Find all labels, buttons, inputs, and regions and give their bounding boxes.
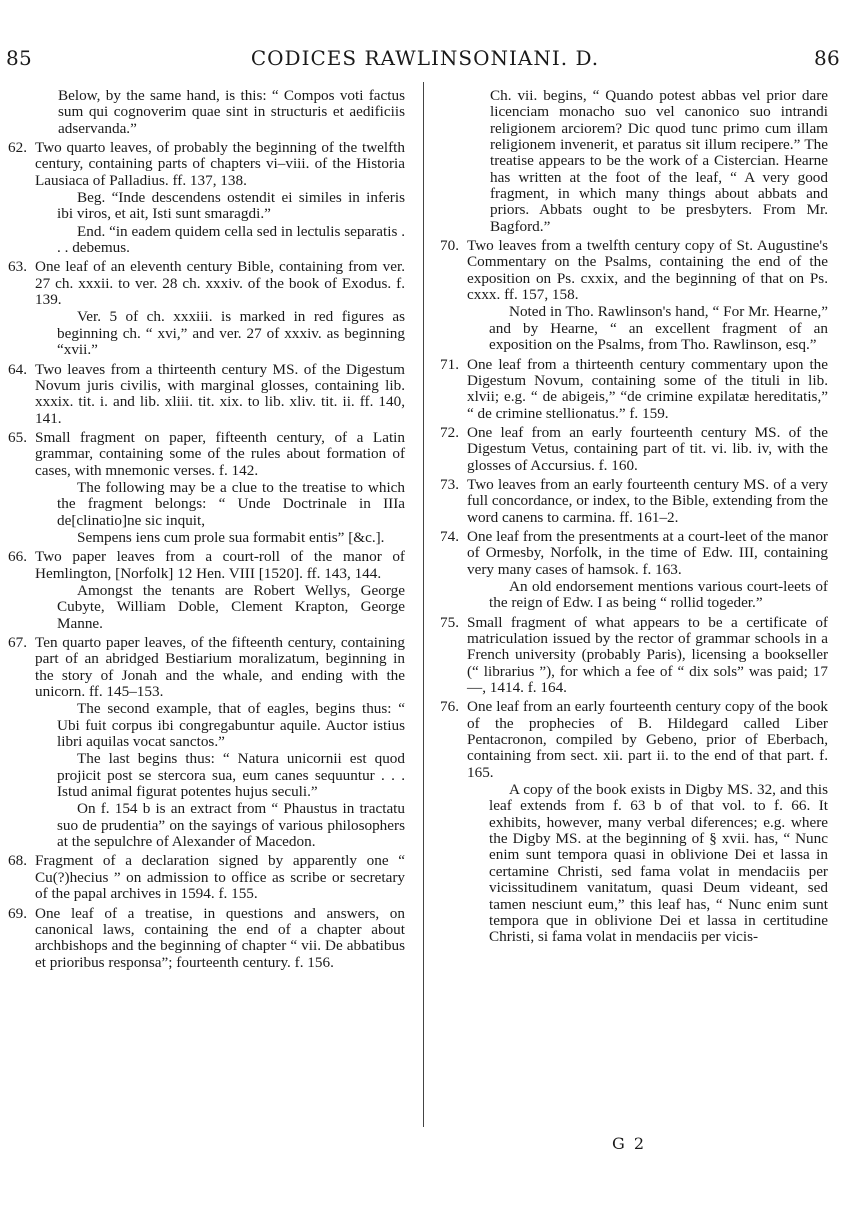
entry-number: 63. (8, 258, 27, 276)
catalogue-entry (440, 477, 828, 526)
entry-number: 76. (440, 698, 459, 716)
entry-description: One leaf from a thirteenth century commentary upon the Digestum Novum, containing some of the tituli in lib. xlvii; e.g. “ de abigeis,” “de crimine expilatæ hereditatis,” “ de crimine stellionatus.” f. 159. (467, 355, 828, 422)
catalogue-entry (8, 853, 405, 902)
entry-number: 69. (8, 904, 27, 922)
entry-note: Beg. “Inde descendens ostendit ei similes in inferis ibi viros, et ait, Isti sunt smaragdi.” (57, 189, 405, 223)
entry-note: Noted in Tho. Rawlinson's hand, “ For Mr. Hearne,” and by Hearne, “ an excellent fragment of an exposition on the Psalms, from Tho. Rawlinson, esq.” (489, 303, 828, 354)
catalogue-entry (440, 238, 828, 353)
entry-note: Sempens iens cum prole sua formabit entis” [&c.]. (77, 528, 385, 546)
catalogue-entry (440, 529, 828, 612)
catalogue-entry (8, 906, 405, 971)
catalogue-entry (440, 615, 828, 697)
column-divider (423, 82, 424, 1127)
entry-description: Small fragment of what appears to be a certificate of matriculation issued by the rector of grammar schools in a French university (probably Paris), licensing a bookseller (“ librarius ”), for which a fee of “ dix sols” was paid; 17 —, 1414. f. 164. (467, 613, 828, 697)
catalogue-entry (440, 699, 828, 945)
entry-note: The second example, that of eagles, begins thus: “ Ubi fuit corpus ibi congregabuntur aquile. Auctor istius libri aquilas vocat sanctos.” (57, 700, 405, 751)
entry-number: 66. (8, 548, 27, 566)
entry-number: 72. (440, 423, 459, 441)
entry-note: The last begins thus: “ Natura unicornii est quod projicit post se stercora sua, eum canes sequuntur . . . Istud animal figurat potentes hujus seculi.” (57, 750, 405, 801)
continuation-paragraph: Below, by the same hand, is this: “ Compos voti factus sum qui cognoverim quae sint in structuris et aedificiis adservanda.” (58, 87, 405, 137)
catalogue-entry (8, 140, 405, 256)
entry-description: Small fragment on paper, fifteenth century, of a Latin grammar, containing some of the rules about formation of cases, with mnemonic verses. f. 142. (35, 428, 405, 479)
entry-note: A copy of the book exists in Digby MS. 32, and this leaf extends from f. 63 b of that vol. to f. 66. It exhibits, however, many verbal diferences; e.g. where the Digby MS. at the beginning of § xvii. has, “ Nunc enim sunt tempora quasi in oblivione Dei et lassa in certamine Christi, sed fama volat in mendaciis per vicissitudinem vanitatum, quasi Deum videant, sed tamen nesciunt eum,” this leaf has, “ Nunc enim sunt tempora que in oblivione Dei et lassa in certitudine Christi, si fama volat in mendaciis per vicis- (489, 781, 828, 946)
entry-number: 62. (8, 139, 27, 157)
entry-note: An old endorsement mentions various court-leets of the reign of Edw. I as being “ rollid togeder.” (489, 577, 828, 612)
catalogue-entry (440, 425, 828, 474)
catalogue-entry (8, 430, 405, 546)
entry-number: 74. (440, 527, 459, 545)
catalogue-entry (440, 357, 828, 422)
entry-number: 64. (8, 360, 27, 378)
entry-description: Two leaves from a twelfth century copy of St. Augustine's Commentary on the Psalms, containing the end of the exposition on Ps. cxxix, and the beginning of that on Ps. cxxx. ff. 157, 158. (467, 237, 828, 304)
entry-number: 73. (440, 475, 459, 493)
entry-description: One leaf of an eleventh century Bible, containing from ver. 27 ch. xxxii. to ver. 28 ch. xxxiv. of the book of Exodus. f. 139. (35, 258, 405, 309)
entry-number: 67. (8, 634, 27, 651)
entry-description: One leaf from an early fourteenth century MS. of the Digestum Vetus, containing part of tit. vi. lib. iv, with the glosses of Accursius. f. 160. (467, 423, 828, 474)
signature-mark: G 2 (612, 1134, 647, 1153)
entry-description: Two leaves from an early fourteenth century MS. of a very full concordance, or index, to the Bible, extending from the word canens to carmina. ff. 161–2. (467, 475, 829, 526)
left-entry-list (8, 140, 405, 971)
entry-number: 70. (440, 237, 459, 255)
entry-note: On f. 154 b is an extract from “ Phaustus in tractatu suo de prudentia” on the sayings of various philosophers at the sepulchre of Alexander of Macedon. (57, 800, 405, 851)
left-column (8, 88, 405, 974)
running-title: CODICES RAWLINSONIANI. D. (250, 46, 600, 70)
entry-note: End. “in eadem quidem cella sed in lectulis separatis . . . debemus. (57, 222, 405, 257)
entry-description: One leaf from the presentments at a court-leet of the manor of Ormesby, Norfolk, in the time of Edw. III, containing very many cases of hamsok. f. 163. (467, 527, 828, 578)
entry-number: 75. (440, 613, 459, 631)
page-number-left: 85 (6, 46, 33, 70)
catalogue-entry (8, 549, 405, 632)
entry-description: Two leaves from a thirteenth century MS. of the Digestum Novum juris civilis, with marginal glosses, containing lib. xxxix. tit. i. and lib. xliii. tit. xix. to lib. xliv. tit. ii. ff. 140, 141. (35, 360, 405, 427)
entry-number: 65. (8, 428, 27, 446)
entry-note: Ver. 5 of ch. xxxiii. is marked in red figures as beginning ch. “ xvi,” and ver. 27 of xxxiv. as beginning “xvii.” (57, 308, 405, 359)
page-number-right: 86 (813, 46, 840, 70)
catalogue-entry (8, 362, 405, 427)
entry-number: 68. (8, 852, 27, 870)
catalogue-entry (8, 259, 405, 358)
entry-note: Amongst the tenants are Robert Wellys, George Cubyte, William Doble, Clement Krapton, George Manne. (57, 581, 405, 632)
entry-description: Two quarto leaves, of probably the beginning of the twelfth century, containing parts of chapters vi–viii. of the Historia Lausiaca of Palladius. ff. 137, 138. (35, 139, 405, 189)
entry-description: Fragment of a declaration signed by apparently one “ Cu(?)hecius ” on admission to office as scribe or secretary of the papal archives in 1594. f. 155. (35, 852, 405, 903)
entry-note: The following may be a clue to the treatise to which the fragment belongs: “ Unde Doctrinale in IIIa de[clinatio]ne sic inquit, (57, 478, 405, 529)
catalogue-entry (8, 635, 405, 850)
entry-description: Ten quarto paper leaves, of the fifteenth century, containing part of an abridged Bestiarium moralizatum, beginning in the story of Jonah and the whale, and ending with the unicorn. ff. 145–153. (35, 634, 405, 701)
right-column (440, 88, 828, 949)
entry-description: One leaf from an early fourteenth century copy of the book of the prophecies of B. Hildegard called Liber Pentacronon, compiled by Gebeno, prior of Eberbach, containing from sect. xii. part ii. to the end of that part. f. 165. (467, 698, 828, 781)
right-entry-list (440, 238, 828, 945)
entry-description: Two paper leaves from a court-roll of the manor of Hemlington, [Norfolk] 12 Hen. VIII [1520]. ff. 143, 144. (35, 548, 405, 582)
continuation-paragraph: Ch. vii. begins, “ Quando potest abbas vel prior dare licenciam monacho suo vel canonico suo intrandi religionem arciorem? Dic quod tunc primo cum illam religionem invenerit, et paratus sit illum recipere.” The treatise appears to be the work of a Cistercian. Hearne has written at the foot of the leaf, “ A very good fragment, in which many things about abbats and priors. Abbats ought to be presbyters. From Mr. Bagford.” (490, 87, 828, 235)
entry-number: 71. (440, 355, 459, 373)
entry-description: One leaf of a treatise, in questions and answers, on canonical laws, containing the end of a chapter about archbishops and the beginning of chapter “ vii. De abbatibus et prioribus responsa”; fourteenth century. f. 156. (35, 904, 405, 971)
